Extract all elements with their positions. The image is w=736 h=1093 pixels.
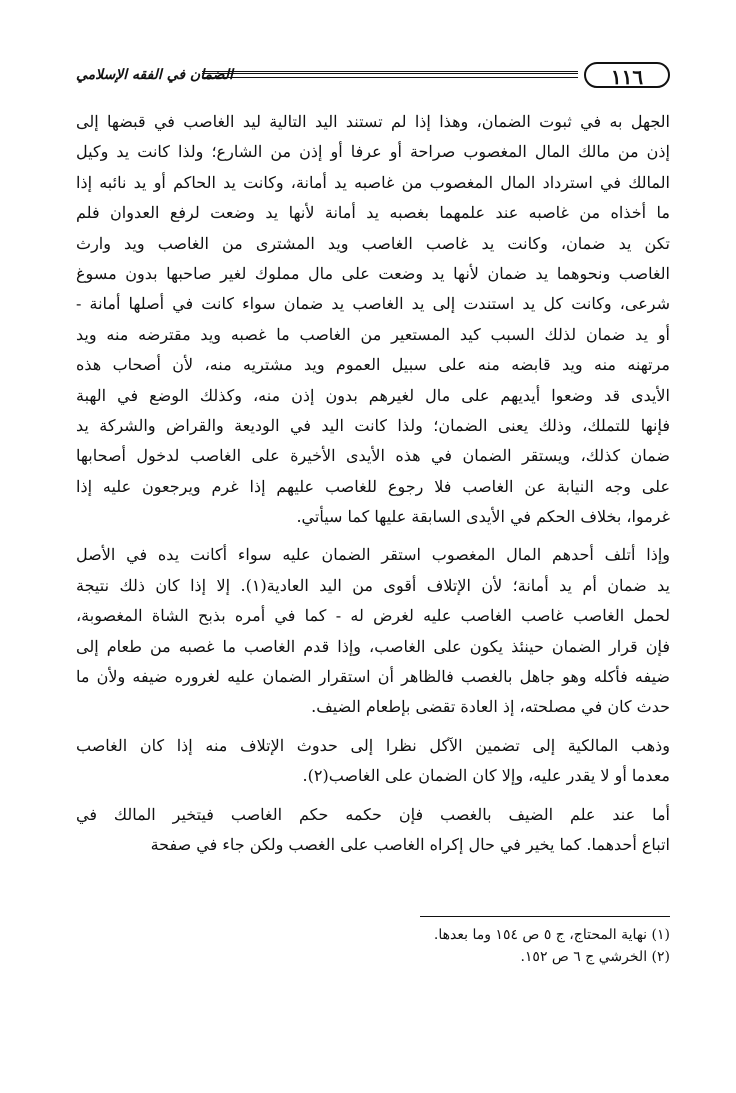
book-title: الضمان في الفقه الإسلامي — [76, 67, 233, 83]
paragraph — [76, 107, 670, 532]
paragraph-gap — [76, 792, 670, 800]
text-line: الجهل به في ثبوت الضمان، وهذا إذا لم تستند اليد التالية ليد الغاصب في قبضها إلى — [76, 112, 670, 131]
text-line: شرعى، وكانت كل يد استندت إلى يد الغاصب يد ضمان سواء كانت في أصلها أمانة - — [76, 294, 670, 314]
text-line: معدما أو لا يقدر عليه، وإلا كان الضمان على الغاصب(٢). — [302, 766, 670, 786]
footnote-separator — [420, 916, 670, 917]
text-line: ما أخذاه من غاصبه عند علمهما بغصبه يد أمانة لأنها يد وضعت لرفع العدوان فلم — [76, 203, 670, 223]
text-line: ضمان كذلك، ويستقر الضمان في هذه الأيدى الأخيرة على الغاصب لدخول أصحابها — [76, 446, 670, 466]
text-line: لحمل الغاصب غاصب الغاصب عليه لغرض له - كما في أمره بذبح الشاة المغصوبة، — [76, 606, 670, 626]
text-line: الغاصب ونحوهما يد ضمان لأنها يد وضعت على مال مملوك لغير صاحبها بدون مسوغ — [76, 263, 670, 283]
text-line: أو يد ضمان لذلك السبب كيد المستعير من الغاصب ما غصبه ويد مقترضه منه ويد — [76, 324, 670, 344]
footnotes — [76, 924, 670, 968]
text-line: مرتهنه منه ويد قابضه منه على سبيل العموم ويد مشتريه منه، لأن أصحاب هذه — [76, 355, 670, 375]
paragraph — [76, 540, 670, 722]
text-line: حدث كان في مصلحته، إذ العادة تقضى بإطعام الضيف. — [311, 697, 670, 717]
text-line: وذهب المالكية إلى تضمين الآكل نظرا إلى حدوث الإتلاف منه إذا كان الغاصب — [76, 735, 670, 755]
text-line: يد ضمان أم يد أمانة؛ لأن الإتلاف أقوى من اليد العادية(١). إلا إذا كان ذلك نتيجة — [76, 575, 670, 595]
running-header — [76, 62, 670, 92]
text-line: ضيفه فأكله وهو جاهل بالغصب فالظاهر أن استقرار الضمان عليه لغروره ضيفه ولأن ما — [76, 667, 670, 687]
paragraph — [76, 731, 670, 792]
text-line: اتباع أحدهما. كما يخير في حال إكراه الغاصب على الغصب ولكن جاء في صفحة — [150, 834, 670, 854]
text-line: فإن قرار الضمان حينئذ يكون على الغاصب، وإذا قدم الغاصب ما غصبه من طعام إلى — [76, 636, 670, 656]
text-line: على وجه النيابة عن الغاصب فلا رجوع للغاصب عليهم إذا غرم ويرجعون عليه إذا — [76, 476, 670, 496]
page-number: ١١٦ — [584, 62, 670, 88]
paragraph-gap — [76, 723, 670, 731]
text-line: غرموا، بخلاف الحكم في الأيدى السابقة عليها كما سيأتي. — [296, 507, 670, 527]
paragraph-gap — [76, 532, 670, 540]
text-line: فإنها للتملك، وذلك يعنى الضمان؛ ولذا كانت اليد في الوديعة والقراض والشركة يد — [76, 415, 670, 435]
text-line: تكن يد ضمان، وكانت يد غاصب الغاصب ويد المشترى من الغاصب ويد وارث — [76, 233, 670, 253]
text-line: الأيدى قد وضعوا أيديهم على مال لغيرهم بدون إذن منه، وكذلك الوضع في الهبة — [76, 385, 670, 405]
main-text — [76, 107, 670, 860]
paragraph — [76, 800, 670, 861]
text-line: المالك في استرداد المال المغصوب من غاصبه يد أمانة، وكانت يد الحاكم أو يد نائبه إذا — [76, 172, 670, 192]
text-line: أما عند علم الضيف بالغصب فإن حكمه حكم الغاصب فيتخير المالك في — [76, 804, 670, 824]
footnote-2: (٢) الخرشي ج ٦ ص ١٥٢. — [520, 949, 670, 965]
text-line: إذن من مالك المال المغصوب صراحة أو عرفا أو إذن من الشارع؛ ولذا كانت يد وكيل — [76, 142, 670, 162]
footnote-1: (١) نهاية المحتاج، ج ٥ ص ١٥٤ وما بعدها. — [433, 927, 670, 943]
header-rule — [202, 71, 578, 78]
text-line: وإذا أتلف أحدهم المال المغصوب استقر الضمان عليه سواء أكانت يده في الأصل — [76, 545, 670, 565]
